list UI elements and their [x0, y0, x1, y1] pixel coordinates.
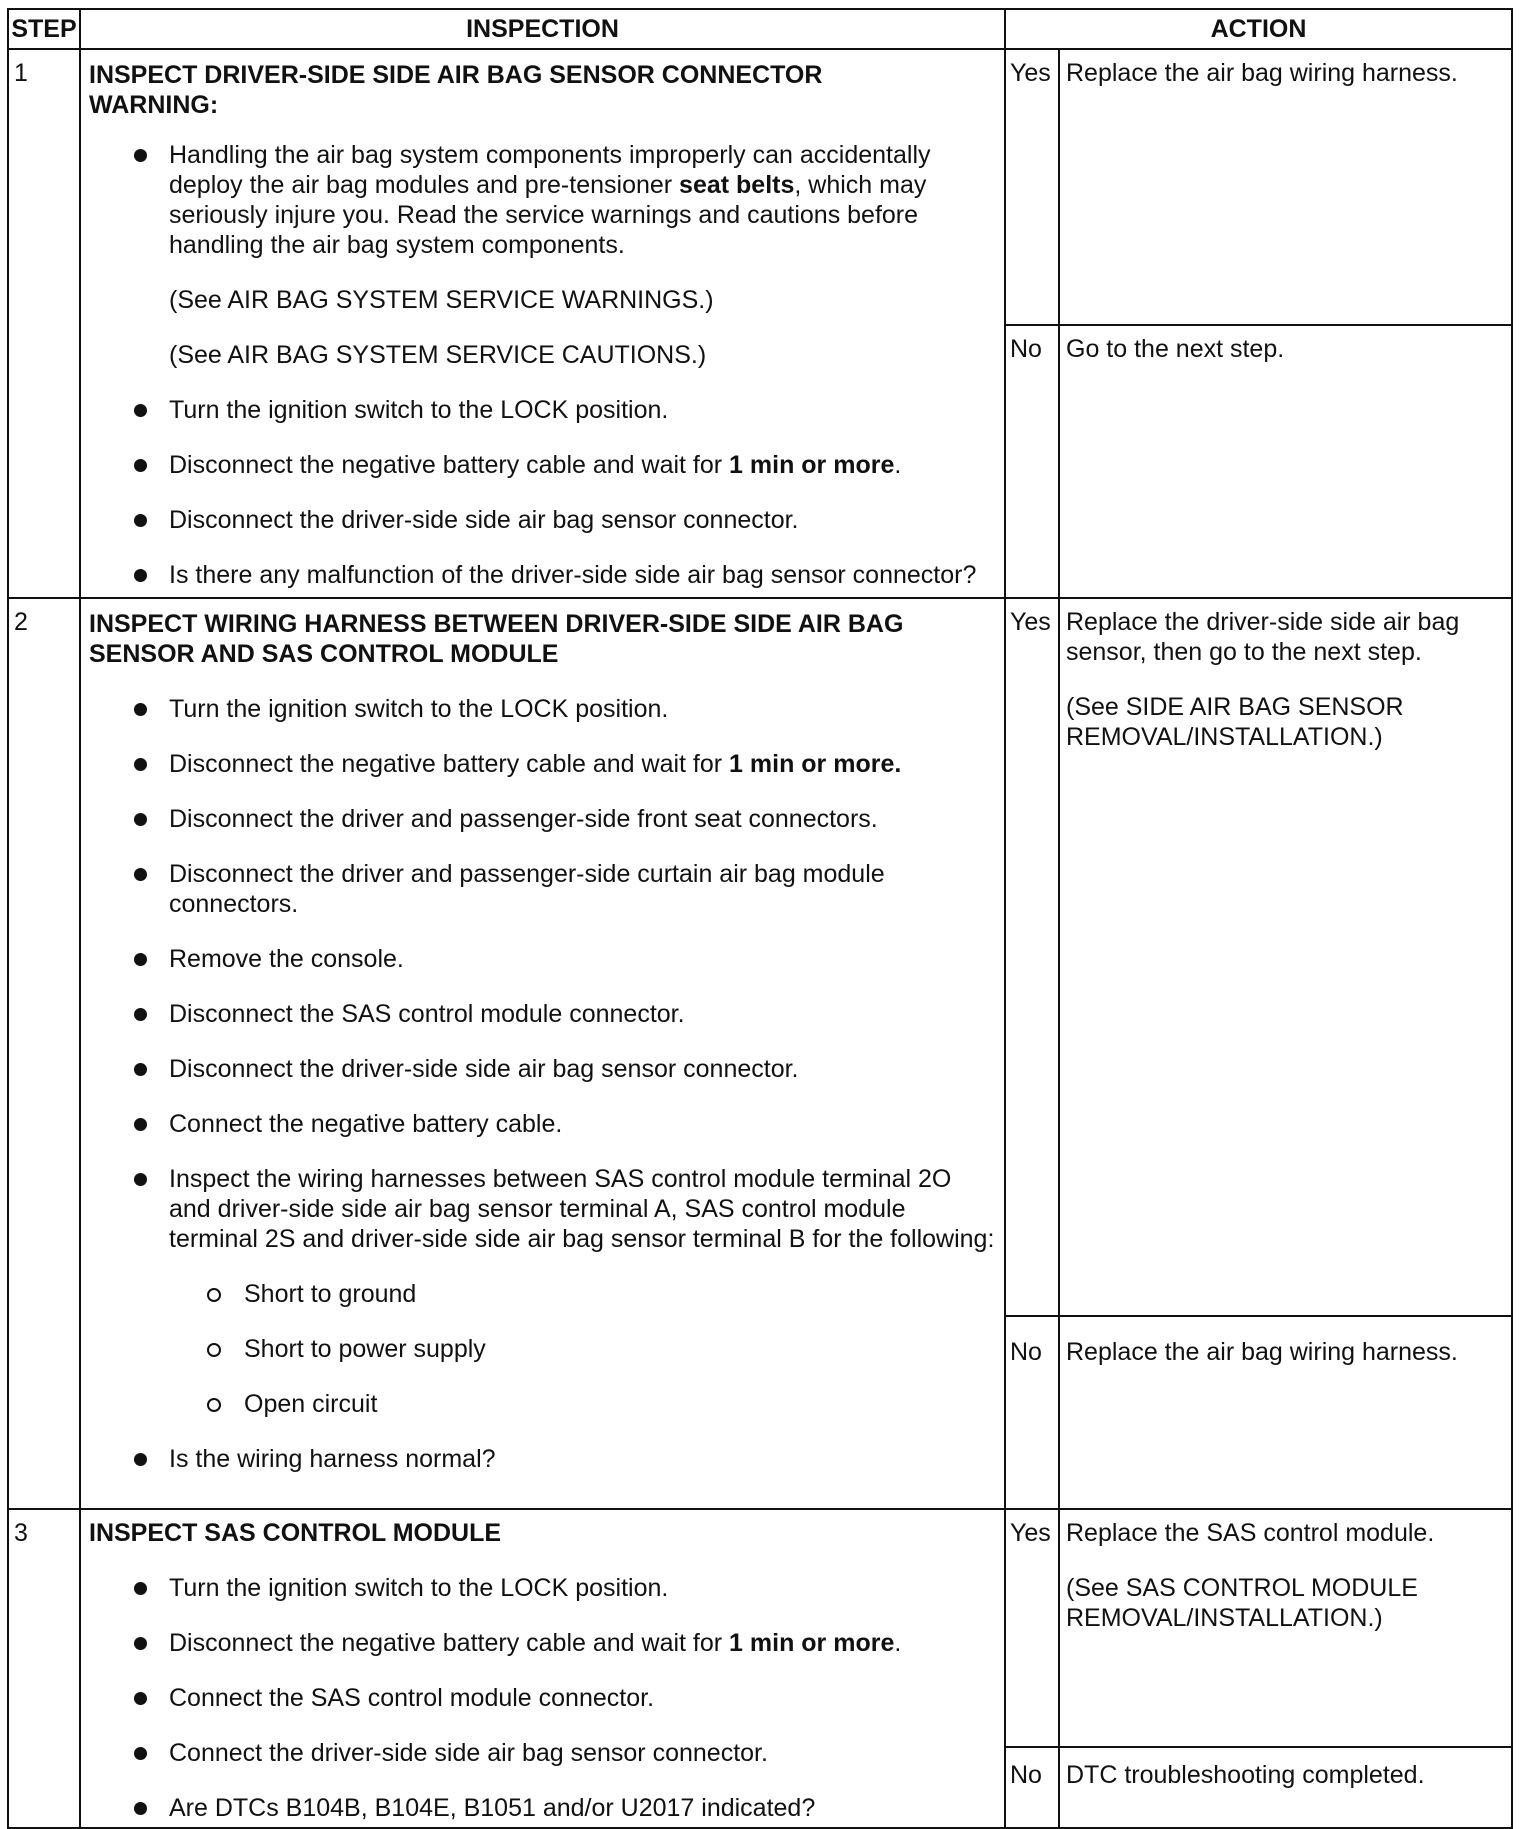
list-item: Connect the driver-side side air bag sensor connector.	[89, 1738, 996, 1768]
bullet-list	[89, 694, 996, 1254]
list-item: Turn the ignition switch to the LOCK position.	[89, 1573, 996, 1603]
list-item: Disconnect the driver-side side air bag sensor connector.	[89, 1054, 996, 1084]
step-number: 3	[8, 1509, 80, 1828]
list-item: Disconnect the SAS control module connector.	[89, 999, 996, 1029]
bullet-icon	[134, 1747, 147, 1760]
list-item: Inspect the wiring harnesses between SAS control module terminal 2O and driver-side side air bag sensor terminal A, SAS control module terminal 2S and driver-side side air bag sensor terminal B for the following:	[89, 1164, 996, 1254]
sub-list-item: Short to ground	[89, 1279, 996, 1309]
step-3-inspection	[80, 1509, 1005, 1828]
yes-label: Yes	[1005, 598, 1059, 1316]
warning-label: WARNING:	[89, 91, 219, 119]
list-item: Disconnect the driver and passenger-side curtain air bag module connectors.	[89, 859, 996, 919]
step-2-inspection	[80, 598, 1005, 1509]
circle-bullet-icon	[207, 1343, 221, 1357]
diagnostic-table	[7, 8, 1513, 1829]
bullet-icon	[134, 1118, 147, 1131]
bullet-icon	[134, 1173, 147, 1186]
list-item: Disconnect the negative battery cable and wait for 1 min or more.	[89, 1628, 996, 1658]
header-inspection: INSPECTION	[80, 9, 1005, 49]
list-item: Disconnect the negative battery cable and wait for 1 min or more.	[89, 749, 996, 779]
step-2-yes-row	[8, 598, 1512, 1316]
header-row	[8, 9, 1512, 49]
bullet-icon	[134, 953, 147, 966]
bullet-icon	[134, 813, 147, 826]
step-1-inspection	[80, 49, 1005, 598]
bullet-list	[89, 395, 996, 590]
reference-note: (See SIDE AIR BAG SENSOR REMOVAL/INSTALLATION.)	[1066, 693, 1404, 751]
list-item: Disconnect the driver-side side air bag sensor connector.	[89, 505, 996, 535]
step-number: 1	[8, 49, 80, 598]
yes-action: Replace the SAS control module. (See SAS CONTROL MODULE REMOVAL/INSTALLATION.)	[1059, 1509, 1512, 1747]
list-item: Turn the ignition switch to the LOCK position.	[89, 395, 996, 425]
bullet-icon	[134, 1802, 147, 1815]
step-3-yes-row	[8, 1509, 1512, 1747]
list-item: Connect the SAS control module connector.	[89, 1683, 996, 1713]
list-item: Turn the ignition switch to the LOCK position.	[89, 694, 996, 724]
yes-action: Replace the air bag wiring harness.	[1059, 49, 1512, 325]
circle-bullet-icon	[207, 1288, 221, 1302]
reference-note: (See AIR BAG SYSTEM SERVICE WARNINGS.)	[169, 286, 714, 314]
bullet-icon	[134, 703, 147, 716]
no-action: Replace the air bag wiring harness.	[1059, 1316, 1512, 1509]
yes-label: Yes	[1005, 49, 1059, 325]
no-action: DTC troubleshooting completed.	[1059, 1747, 1512, 1828]
reference-note: (See AIR BAG SYSTEM SERVICE CAUTIONS.)	[169, 341, 707, 369]
step-title: INSPECT WIRING HARNESS BETWEEN DRIVER-SIDE SIDE AIR BAG SENSOR AND SAS CONTROL MODULE	[89, 610, 904, 668]
no-label: No	[1005, 325, 1059, 598]
bullet-icon	[134, 514, 147, 527]
bullet-icon	[134, 1637, 147, 1650]
bullet-icon	[134, 1692, 147, 1705]
bullet-icon	[134, 569, 147, 582]
yes-label: Yes	[1005, 1509, 1059, 1747]
sub-list	[89, 1279, 996, 1419]
list-item: Is there any malfunction of the driver-side side air bag sensor connector?	[89, 560, 996, 590]
sub-list-item: Short to power supply	[89, 1334, 996, 1364]
list-item: Disconnect the driver and passenger-side front seat connectors.	[89, 804, 996, 834]
list-item: Is the wiring harness normal?	[89, 1444, 996, 1474]
no-label: No	[1005, 1316, 1059, 1509]
list-item: Disconnect the negative battery cable and wait for 1 min or more.	[89, 450, 996, 480]
list-item: Handling the air bag system components improperly can accidentally deploy the air bag modules and pre-tensioner seat belts, which may seriously injure you. Read the service warnings and cautions before handling the air bag system components.	[89, 140, 996, 260]
no-action: Go to the next step.	[1059, 325, 1512, 598]
bullet-icon	[134, 758, 147, 771]
list-item: Connect the negative battery cable.	[89, 1109, 996, 1139]
header-action: ACTION	[1005, 9, 1512, 49]
bullet-list	[89, 1444, 996, 1474]
circle-bullet-icon	[207, 1398, 221, 1412]
header-step: STEP	[8, 9, 80, 49]
bullet-icon	[134, 459, 147, 472]
bullet-icon	[134, 1008, 147, 1021]
step-title: INSPECT SAS CONTROL MODULE	[89, 1519, 502, 1547]
sub-list-item: Open circuit	[89, 1389, 996, 1419]
bullet-icon	[134, 868, 147, 881]
no-label: No	[1005, 1747, 1059, 1828]
list-item: Are DTCs B104B, B104E, B1051 and/or U2017 indicated?	[89, 1793, 996, 1823]
bullet-icon	[134, 1582, 147, 1595]
step-number: 2	[8, 598, 80, 1509]
bullet-list	[89, 140, 996, 260]
step-1-yes-row	[8, 49, 1512, 325]
bullet-list	[89, 1573, 996, 1823]
bullet-icon	[134, 1453, 147, 1466]
reference-note: (See SAS CONTROL MODULE REMOVAL/INSTALLATION.)	[1066, 1574, 1418, 1632]
step-title: INSPECT DRIVER-SIDE SIDE AIR BAG SENSOR CONNECTOR WARNING:	[89, 61, 823, 119]
bullet-icon	[134, 149, 147, 162]
yes-action: Replace the driver-side side air bag sensor, then go to the next step. (See SIDE AIR BAG SENSOR REMOVAL/INSTALLATION.)	[1059, 598, 1512, 1316]
bullet-icon	[134, 1063, 147, 1076]
bullet-icon	[134, 404, 147, 417]
list-item: Remove the console.	[89, 944, 996, 974]
